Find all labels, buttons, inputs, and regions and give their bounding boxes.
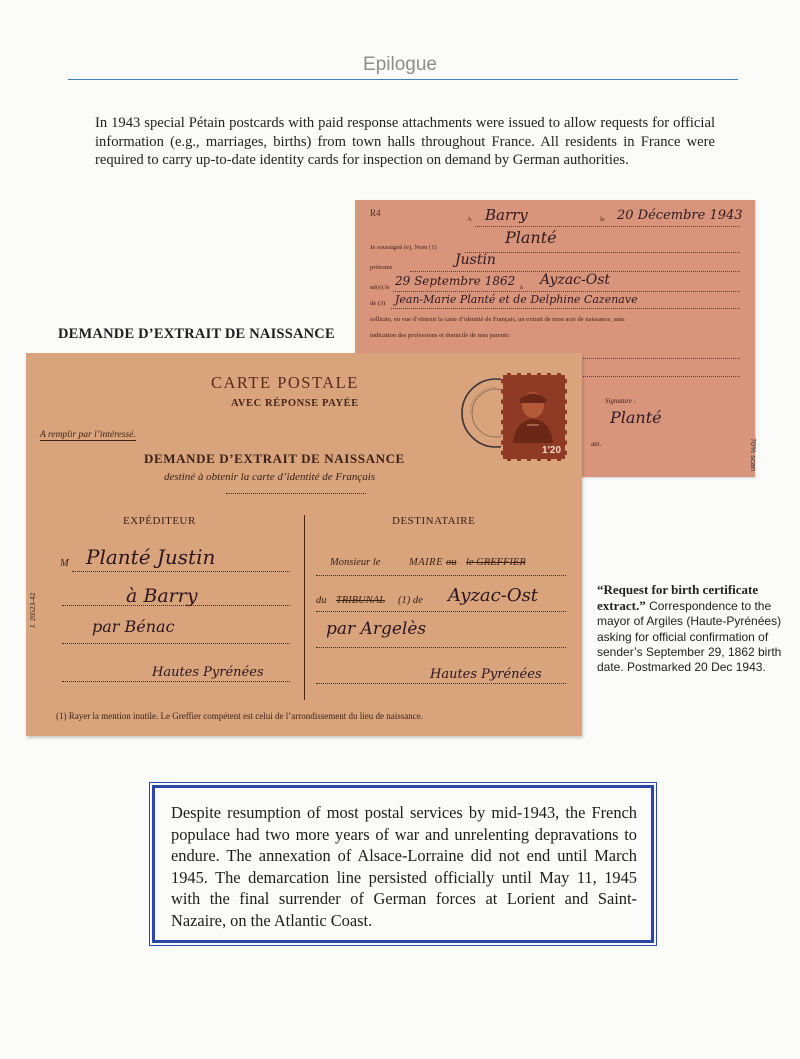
recipient-line1-c: ou	[446, 557, 457, 568]
recipient-line1-d: le GREFFIER	[466, 557, 526, 568]
recipient-line2-a: du	[316, 595, 327, 606]
reply-card-code: R4	[370, 208, 381, 218]
form-label-a2: à	[520, 284, 523, 291]
column-divider	[304, 515, 305, 700]
sender-label: EXPÉDITEUR	[123, 515, 196, 527]
sender-name: Planté Justin	[86, 545, 216, 569]
reply-name: Planté	[505, 228, 557, 247]
reply-fragment-text: ant.	[591, 440, 602, 448]
fill-note: A remplir par l’intéressé.	[40, 430, 136, 440]
form-label-a: A	[467, 216, 472, 223]
heading-rule	[226, 493, 366, 494]
recipient-label: DESTINATAIRE	[392, 515, 476, 527]
recipient-line1-b: MAIRE	[409, 557, 443, 568]
address-line	[316, 611, 566, 612]
postage-stamp	[501, 373, 567, 461]
summary-box	[152, 785, 654, 943]
recipient-line2-b: TRIBUNAL	[336, 595, 386, 606]
postcard-subtitle: AVEC RÉPONSE PAYÉE	[231, 398, 359, 409]
stamp-value: 1'20	[541, 445, 561, 456]
reply-firstname: Justin	[455, 252, 496, 268]
form-label-prenoms: prénoms	[370, 264, 393, 271]
postcard-side-code: J. 20523-42	[28, 592, 37, 628]
reply-birth: 29 Septembre 1862	[395, 274, 516, 288]
address-line	[72, 571, 290, 572]
form-label-de: de (3)	[370, 300, 386, 307]
caption-title: “Request for birth certificate extract.”	[597, 582, 759, 614]
address-line	[62, 643, 290, 644]
summary-text: Despite resumption of most postal services by mid-1943, the French populace had two more years of war and unrelenting depravations to endure. The annexation of Alsace-Lorraine did not end until March 1945. The demarcation line persisted officially until May 11, 1945 with the final surrender of German forces at Lorient and Saint-Nazaire, on the Atlantic Coast.	[171, 803, 637, 930]
reply-date: 20 Décembre 1943	[617, 208, 743, 223]
form-indication: indication des professions et domicile de mes parents:	[370, 332, 511, 339]
address-line	[62, 681, 290, 682]
address-line	[316, 647, 566, 648]
caption-body: Correspondence to the mayor of Argiles (Haute-Pyrénées) asking for official confirmation of sender’s September 29, 1862 birth date. Postmarked 20 Dec 1943.	[597, 599, 782, 675]
reply-signature: Planté	[610, 408, 662, 427]
section-heading: DEMANDE D’EXTRAIT DE NAISSANCE	[58, 326, 335, 342]
intro-paragraph: In 1943 special Pétain postcards with paid response attachments were issued to allow requests for official information (e.g., marriages, births) from town halls throughout France. All residents in France were required to carry up-to-date identity cards for inspection on demand by German authorities.	[95, 115, 715, 168]
reply-parents: Jean-Marie Planté et de Delphine Cazenave	[395, 293, 638, 306]
postcard-heading: DEMANDE D’EXTRAIT DE NAISSANCE	[144, 451, 405, 466]
address-line	[316, 575, 566, 576]
recipient-line2-c: (1) de	[398, 595, 423, 606]
form-sollicite: sollicite, en vue d’obtenir la carte d’identité de Français, un extrait de mon acte de naissance, sans	[370, 316, 625, 323]
sender-prefix: M	[60, 558, 69, 569]
sender-town: à Barry	[126, 585, 198, 607]
title-divider	[68, 79, 738, 80]
recipient-via: par Argelès	[326, 619, 427, 639]
reply-place: Barry	[485, 206, 528, 224]
postcard-subheading: destiné à obtenir la carte d’identité de Français	[164, 471, 376, 483]
image-caption	[597, 582, 787, 675]
page-title: Epilogue	[363, 54, 437, 75]
sender-dept: Hautes Pyrénées	[152, 665, 264, 680]
form-label-ne: né(e) le	[370, 284, 390, 291]
form-line	[391, 308, 740, 309]
reply-birthplace: Ayzac-Ost	[540, 272, 611, 288]
form-label-le: le	[600, 216, 605, 223]
petain-portrait-icon	[507, 383, 557, 443]
postcard-image	[26, 353, 582, 736]
form-label-soussigne: Je soussigné (e), Nom (1)	[370, 244, 437, 251]
address-line	[62, 605, 290, 606]
recipient-town: Ayzac-Ost	[448, 585, 539, 606]
postcard-title: CARTE POSTALE	[211, 373, 359, 392]
scan-note: 70% scan	[749, 438, 758, 471]
recipient-dept: Hautes Pyrénées	[430, 667, 542, 682]
signature-label: Signature :	[605, 397, 637, 405]
recipient-line1-a: Monsieur le	[330, 557, 381, 568]
form-line	[475, 226, 740, 227]
form-line	[465, 252, 740, 253]
form-line	[393, 291, 740, 292]
postcard-footnote: (1) Rayer la mention inutile. Le Greffier compétent est celui de l’arrondissement du lieu de naissance.	[56, 711, 423, 721]
address-line	[316, 683, 566, 684]
sender-via: par Bénac	[92, 617, 175, 636]
